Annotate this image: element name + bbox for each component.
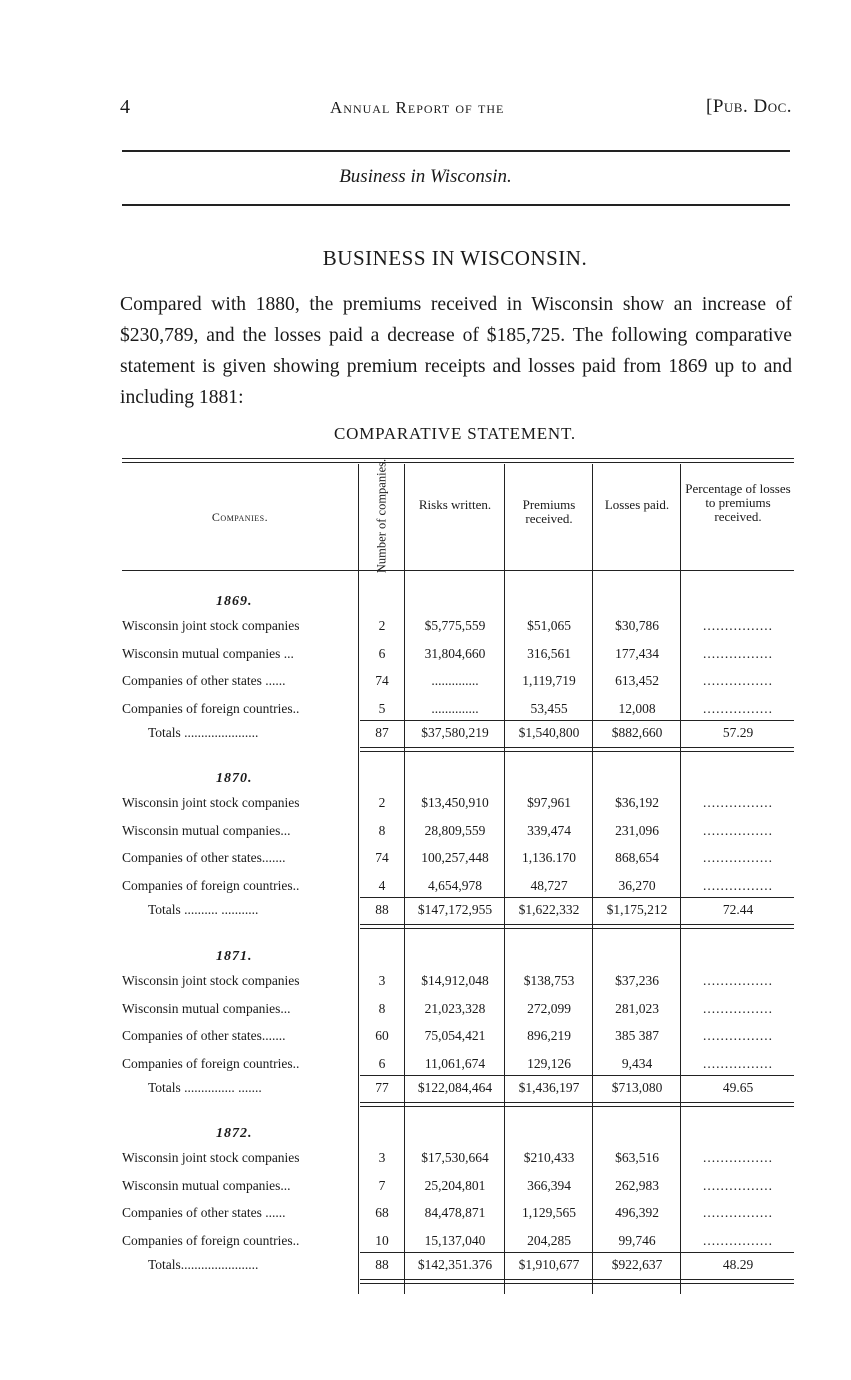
losses-paid: $882,660 (611, 725, 663, 740)
page-number: 4 (120, 96, 130, 118)
number-of-companies: 74 (375, 673, 389, 688)
subtotal-rule (360, 1075, 794, 1076)
risks-written: 11,061,674 (424, 1055, 486, 1071)
table-row (122, 1001, 794, 1023)
risks-written: $14,912,048 (421, 973, 489, 988)
running-title: Annual Report of the (330, 98, 505, 117)
premiums-received: 896,219 (527, 1028, 571, 1043)
year-heading: 1872. (216, 1126, 253, 1141)
company-name: Companies of other states....... (122, 850, 286, 865)
risks-written: $122,084,464 (417, 1080, 493, 1095)
totals-label: Totals....................... (148, 1257, 259, 1272)
losses-paid: $713,080 (611, 1080, 663, 1095)
totals-row (122, 1080, 794, 1102)
losses-paid: 262,983 (615, 1177, 659, 1193)
loss-percentage: 57.29 (722, 725, 754, 740)
loss-percentage: ................ (703, 673, 773, 688)
number-of-companies: 77 (375, 1080, 389, 1095)
risks-written: 15,137,040 (424, 1232, 486, 1248)
premiums-received: $1,910,677 (518, 1257, 580, 1272)
year-heading: 1870. (216, 771, 253, 786)
company-name: Companies of foreign countries.. (122, 700, 300, 716)
number-of-companies: 2 (378, 618, 386, 633)
loss-percentage: ................ (703, 1028, 773, 1043)
totals-row (122, 1257, 794, 1279)
table-title: COMPARATIVE STATEMENT. (334, 424, 576, 443)
table-row (122, 1205, 794, 1227)
comparative-statement-table (122, 458, 794, 1296)
totals-double-rule (360, 1279, 794, 1284)
company-name: Companies of other states ...... (122, 1205, 286, 1220)
premiums-received: $138,753 (523, 973, 575, 988)
company-name: Wisconsin joint stock companies (122, 973, 300, 988)
losses-paid: $63,516 (615, 1150, 659, 1165)
company-name: Companies of foreign countries.. (122, 877, 300, 893)
totals-row (122, 725, 794, 747)
totals-label: Totals ............... ....... (148, 1080, 262, 1095)
column-header-premiums: Premiums received. (522, 497, 576, 526)
loss-percentage: ................ (703, 700, 773, 716)
premiums-received: $97,961 (527, 795, 571, 810)
number-of-companies: 3 (378, 1150, 386, 1165)
losses-paid: 868,654 (615, 850, 659, 865)
number-of-companies: 4 (378, 877, 386, 893)
number-of-companies: 60 (375, 1028, 389, 1043)
risks-written: 25,204,801 (424, 1177, 486, 1193)
header-bottom-rule (122, 570, 794, 571)
risks-written: $147,172,955 (417, 902, 493, 917)
column-header-percentage: Percentage of losses to premiums received. (685, 481, 791, 524)
risks-written: 31,804,660 (424, 645, 486, 661)
loss-percentage: ................ (703, 822, 773, 838)
company-name: Wisconsin joint stock companies (122, 618, 300, 633)
losses-paid: $36,192 (615, 795, 659, 810)
loss-percentage: ................ (703, 1205, 773, 1220)
loss-percentage: ................ (703, 973, 773, 988)
company-name: Wisconsin mutual companies ... (122, 645, 294, 661)
company-name: Companies of other states ...... (122, 673, 286, 688)
losses-paid: $922,637 (611, 1257, 663, 1272)
premiums-received: 1,129,565 (522, 1205, 576, 1220)
losses-paid: 99,746 (618, 1232, 656, 1248)
premiums-received: 204,285 (527, 1232, 571, 1248)
premiums-received: $1,436,197 (518, 1080, 580, 1095)
table-row (122, 973, 794, 995)
premiums-received: $51,065 (527, 618, 571, 633)
risks-written: 28,809,559 (424, 822, 486, 838)
losses-paid: 613,452 (615, 673, 659, 688)
losses-paid: 281,023 (615, 1000, 659, 1016)
premiums-received: 1,119,719 (522, 673, 576, 688)
column-header-number-label: Number of companies. (374, 458, 389, 574)
risks-written: $17,530,664 (421, 1150, 489, 1165)
table-row (122, 1178, 794, 1200)
company-name: Companies of other states....... (122, 1028, 286, 1043)
totals-label: Totals .......... ........... (148, 902, 259, 917)
premiums-received: 53,455 (530, 700, 568, 716)
loss-percentage: ................ (703, 1150, 773, 1165)
totals-row (122, 902, 794, 924)
premiums-received: 339,474 (527, 822, 571, 838)
column-header-companies: Companies. (211, 510, 269, 524)
losses-paid: 12,008 (618, 700, 656, 716)
risks-written: $142,351.376 (417, 1257, 493, 1272)
premiums-received: 316,561 (527, 645, 571, 661)
premiums-received: 48,727 (530, 877, 568, 893)
number-of-companies: 74 (375, 850, 389, 865)
risks-written: 84,478,871 (424, 1205, 486, 1220)
intro-paragraph: Compared with 1880, the premiums received in Wisconsin show an increase of $230,789, and the losses paid a decrease of $185,725. The following comparative statement is given showing premium receipts and losses paid from 1869 up to and including 1881: (120, 294, 792, 408)
losses-paid: 9,434 (621, 1055, 653, 1071)
risks-written: 21,023,328 (424, 1000, 486, 1016)
risks-written: $5,775,559 (424, 618, 486, 633)
number-of-companies: 6 (378, 1055, 386, 1071)
number-of-companies: 87 (375, 725, 389, 740)
number-of-companies: 10 (375, 1232, 389, 1248)
table-row (122, 618, 794, 640)
risks-written: 75,054,421 (424, 1028, 486, 1043)
document-label: [Pub. Doc. (706, 96, 792, 117)
table-row (122, 823, 794, 845)
losses-paid: $30,786 (615, 618, 659, 633)
loss-percentage: 48.29 (722, 1257, 754, 1272)
column-header-risks: Risks written. (418, 497, 492, 512)
subtotal-rule (360, 897, 794, 898)
loss-percentage: ................ (703, 1000, 773, 1016)
number-of-companies: 88 (375, 1257, 389, 1272)
number-of-companies: 8 (378, 822, 386, 838)
premiums-received: $1,622,332 (518, 902, 580, 917)
table-row (122, 1150, 794, 1172)
number-of-companies: 2 (378, 795, 386, 810)
risks-written: $37,580,219 (421, 725, 489, 740)
section-title: BUSINESS IN WISCONSIN. (322, 246, 588, 270)
losses-paid: 231,096 (615, 822, 659, 838)
table-row (122, 646, 794, 668)
losses-paid: 496,392 (615, 1205, 659, 1220)
premiums-received: 272,099 (527, 1000, 571, 1016)
table-top-rule (122, 458, 794, 463)
header-rule-bottom (122, 204, 790, 206)
number-of-companies: 6 (378, 645, 386, 661)
risks-written: 100,257,448 (421, 850, 489, 865)
losses-paid: 177,434 (615, 645, 659, 661)
totals-label: Totals ...................... (148, 725, 259, 740)
risks-written: .............. (431, 700, 479, 716)
loss-percentage: ................ (703, 1232, 773, 1248)
table-row (122, 673, 794, 695)
loss-percentage: ................ (703, 618, 773, 633)
company-name: Wisconsin mutual companies... (122, 822, 291, 838)
table-row (122, 850, 794, 872)
company-name: Companies of foreign countries.. (122, 1232, 300, 1248)
column-header-number (360, 458, 404, 574)
number-of-companies: 88 (375, 902, 389, 917)
losses-paid: 36,270 (618, 877, 656, 893)
loss-percentage: ................ (703, 645, 773, 661)
table-row (122, 795, 794, 817)
totals-double-rule (360, 1102, 794, 1107)
number-of-companies: 7 (378, 1177, 386, 1193)
number-of-companies: 5 (378, 700, 386, 716)
totals-double-rule (360, 747, 794, 752)
year-heading: 1871. (216, 949, 253, 964)
column-header-losses: Losses paid. (604, 497, 670, 512)
premiums-received: 1,136.170 (522, 850, 576, 865)
number-of-companies: 68 (375, 1205, 389, 1220)
loss-percentage: ................ (703, 1177, 773, 1193)
totals-double-rule (360, 924, 794, 929)
risks-written: $13,450,910 (421, 795, 489, 810)
company-name: Wisconsin joint stock companies (122, 1150, 300, 1165)
header-rule-top (122, 150, 790, 152)
subtotal-rule (360, 720, 794, 721)
number-of-companies: 3 (378, 973, 386, 988)
losses-paid: $1,175,212 (606, 902, 668, 917)
premiums-received: $210,433 (523, 1150, 575, 1165)
table-row (122, 1028, 794, 1050)
premiums-received: $1,540,800 (518, 725, 580, 740)
company-name: Wisconsin mutual companies... (122, 1177, 291, 1193)
loss-percentage: ................ (703, 795, 773, 810)
company-name: Companies of foreign countries.. (122, 1055, 300, 1071)
number-of-companies: 8 (378, 1000, 386, 1016)
subtotal-rule (360, 1252, 794, 1253)
loss-percentage: ................ (703, 877, 773, 893)
year-heading: 1869. (216, 594, 253, 609)
premiums-received: 366,394 (527, 1177, 571, 1193)
loss-percentage: ................ (703, 850, 773, 865)
company-name: Wisconsin joint stock companies (122, 795, 300, 810)
loss-percentage: 72.44 (722, 902, 754, 917)
losses-paid: 385 387 (615, 1028, 659, 1043)
risks-written: 4,654,978 (428, 877, 482, 893)
losses-paid: $37,236 (615, 973, 659, 988)
premiums-received: 129,126 (527, 1055, 571, 1071)
loss-percentage: ................ (703, 1055, 773, 1071)
risks-written: .............. (431, 673, 479, 688)
running-header (120, 96, 792, 126)
loss-percentage: 49.65 (722, 1080, 754, 1095)
company-name: Wisconsin mutual companies... (122, 1000, 291, 1016)
section-subhead: Business in Wisconsin. (339, 166, 512, 187)
